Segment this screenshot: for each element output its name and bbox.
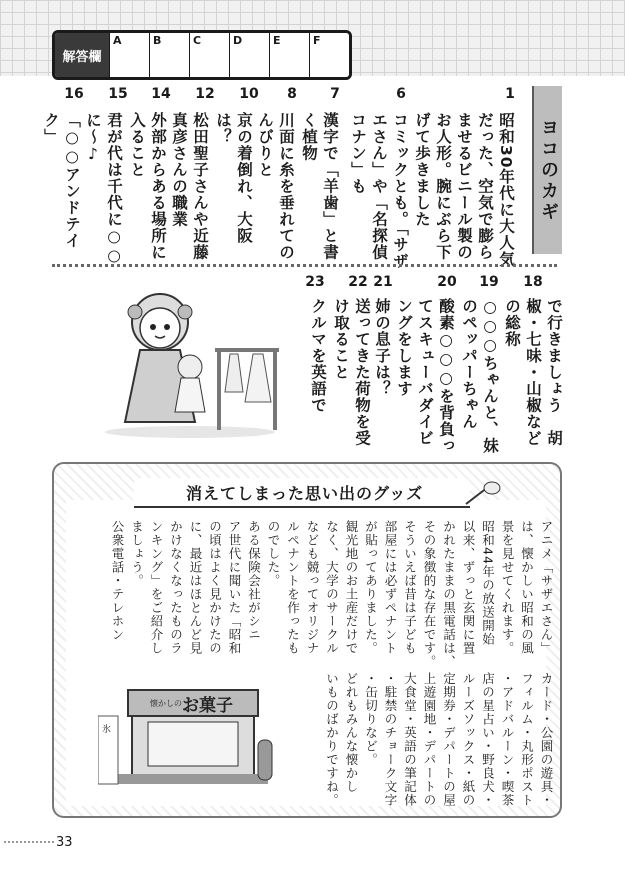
article-text-line: カード・公園の遊具・: [539, 672, 554, 807]
clue-text: 京の着倒れ、大阪は？: [214, 112, 253, 244]
article-text-line: 昭和44年の放送開始: [480, 520, 496, 646]
article-text-line: なく、大学のサークル: [324, 520, 340, 655]
article-text-line: フィルム・丸形ポスト: [519, 672, 535, 807]
clue-text: 送ってきた荷物を受け取ること: [332, 298, 371, 447]
clue-number: 18: [523, 274, 543, 290]
article-text-line: ・アドバルーン・喫茶: [500, 672, 515, 807]
clue-number: 20: [437, 274, 457, 290]
page-number: 33: [56, 835, 73, 850]
article-text-line: が貼ってありました。: [363, 520, 379, 655]
clue-number: 12: [195, 86, 215, 102]
answer-cell-c[interactable]: C: [189, 33, 229, 77]
clue-number: 22: [348, 274, 368, 290]
page-dots: [4, 841, 54, 843]
article-text-line: かけなくなったものラ: [168, 520, 184, 655]
ice-flag-text: 氷: [102, 725, 112, 735]
clue-text: ○○○ちゃんと、妹のペッパーちゃん: [460, 298, 499, 454]
article-text-line: かれたままの黒電話は、: [441, 520, 457, 669]
article-text-line: に、最近はほとんど見: [188, 520, 203, 655]
pen-hand-icon: [462, 478, 502, 508]
clue-text: で行きましょう 胡椒・七味・山椒などの総称: [503, 298, 563, 447]
section-divider: [52, 264, 557, 267]
shop-sign-big: お菓子: [182, 696, 233, 716]
clue-number: 15: [108, 86, 128, 102]
yoko-clues-title: ヨコのカギ: [532, 86, 562, 254]
article-text-line: その象徴的な存在です。: [422, 520, 437, 669]
article-text-line: 以来、ずっと玄関に置: [461, 520, 476, 655]
article-text-line: 公衆電話・テレホン: [110, 520, 125, 642]
article-text-line: 観光地のお土産だけで: [344, 520, 359, 655]
article-text-line: ましょう。: [129, 520, 145, 588]
panel-title: 消えてしまった思い出のグッズ: [186, 484, 424, 503]
article-text-line: ア世代に聞いた「昭和: [227, 520, 242, 655]
clue-text: 姉の息子は？: [373, 298, 391, 397]
answer-cell-b[interactable]: B: [149, 33, 189, 77]
article-text-line: は、懐かしい昭和の風: [519, 520, 535, 655]
article-text-line: ・缶切りなど。: [363, 672, 379, 767]
clue-number: 6: [396, 86, 406, 102]
article-text-line: アニメ「サザエさん」: [539, 520, 554, 655]
article-text-line: ある保険会社がシニ: [246, 520, 262, 642]
article-text-line: 上遊園地・デパートの: [422, 672, 437, 807]
answer-cell-a[interactable]: A: [109, 33, 149, 77]
article-text-line: ルペナントを作ったも: [285, 520, 301, 655]
clue-text: クルマを英語で: [309, 298, 327, 414]
clue-text: 外部からある場所に入ること: [128, 112, 167, 261]
article-text-line: 部屋には必ずペナント: [383, 520, 398, 655]
clue-text: 酸素○○○を背負ってスキューバダイビングをします: [395, 298, 455, 454]
clue-text: 川面に糸を垂れてのんびりと: [256, 112, 295, 261]
article-text-line: いものばかりですね。: [324, 672, 340, 807]
article-text-line: なども競ってオリジナ: [305, 520, 320, 655]
clue-number: 21: [373, 274, 393, 290]
clue-text: 漢字で「羊歯」と書く植物: [300, 112, 339, 261]
candy-shop-illustration: [98, 680, 288, 790]
answer-box: [52, 30, 352, 80]
clue-number: 10: [239, 86, 259, 102]
clue-number: 7: [330, 86, 340, 102]
article-text-line: 定期券・デパートの屋: [441, 672, 457, 807]
article-text-line: ンキング」をご紹介し: [149, 520, 164, 655]
clue-text: コミックとも。「サザエさん」や「名探偵コナン」も: [349, 112, 409, 270]
article-text-line: 店の星占い・野良犬・: [480, 672, 496, 807]
shop-sign-small: 懐かしの: [150, 699, 182, 708]
answer-cell-d[interactable]: D: [229, 33, 269, 77]
clue-number: 8: [287, 86, 297, 102]
clue-number: 16: [64, 86, 84, 102]
clue-text: 昭和30年代に大人気だった、空気で膨らませるビニール製のお人形。腕にぶら下げて歩きました: [413, 112, 515, 268]
article-text-line: ルーズソックス・紙の: [461, 672, 476, 807]
clue-text: 松田聖子さんや近藤真彦さんの職業: [170, 112, 209, 261]
clue-number: 1: [505, 86, 515, 102]
girl-with-doll-illustration: [95, 282, 285, 442]
article-text-line: 大食堂・英語の筆記体: [402, 672, 418, 807]
clue-number: 14: [151, 86, 171, 102]
article-text-line: 景を見せてくれます。: [500, 520, 515, 655]
article-text-line: どれもみんな懐かし: [344, 672, 359, 794]
article-text-line: のでした。: [266, 520, 281, 588]
article-text-line: そういえば昔は子ども: [402, 520, 418, 655]
clue-text: 君が代は千代に○○に〜♪: [84, 112, 123, 266]
answer-cell-e[interactable]: E: [269, 33, 309, 77]
answer-box-label: 解答欄: [55, 33, 109, 77]
article-text-line: の頃はよく見かけたの: [207, 520, 223, 655]
clue-text: 「○○アンドテイク」: [42, 112, 81, 249]
answer-cell-f[interactable]: F: [309, 33, 349, 77]
article-text-line: ・駐禁のチョーク文字: [383, 672, 398, 807]
clue-number: 19: [479, 274, 499, 290]
clue-number: 23: [305, 274, 325, 290]
